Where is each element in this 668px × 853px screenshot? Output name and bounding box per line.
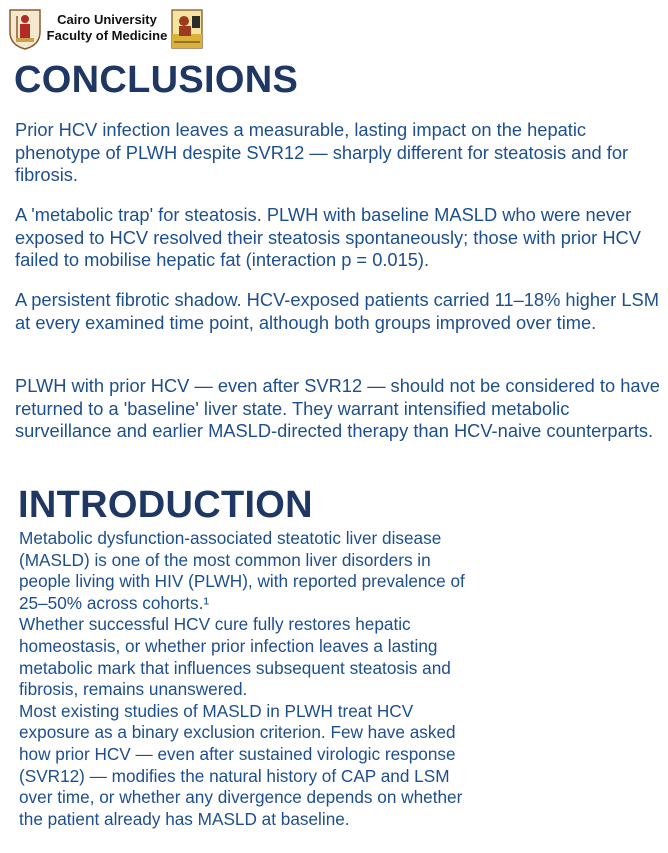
- text-line: homeostasis, or whether prior infection leaves a lasting: [19, 635, 438, 656]
- institution-line-1: Cairo University: [57, 12, 157, 27]
- text-line: how prior HCV — even after sustained virologic response: [19, 743, 456, 764]
- introduction-paragraph: [19, 528, 519, 614]
- text-line: Metabolic dysfunction-associated steatotic liver disease: [19, 528, 442, 548]
- text-line: fibrosis, remains unanswered.: [19, 679, 248, 700]
- introduction-body: [19, 528, 519, 830]
- introduction-paragraph: [19, 614, 519, 700]
- text-line: Whether successful HCV cure fully restores hepatic: [19, 614, 411, 635]
- text-line: 25–50% across cohorts.¹: [19, 592, 210, 613]
- text-line: metabolic mark that influences subsequent steatosis and: [19, 657, 451, 678]
- university-crest-icon: [8, 8, 42, 50]
- text-line: people living with HIV (PLWH), with reported prevalence of: [19, 571, 465, 592]
- conclusions-paragraph: A 'metabolic trap' for steatosis. PLWH with baseline MASLD who were never exposed to HCV resolved their steatosis spontaneously; those with prior HCV failed to mobilise hepatic fat (interaction p = 0.015).: [15, 204, 641, 270]
- text-line: over time, or whether any divergence depends on whether: [19, 787, 463, 808]
- page-header: [0, 0, 668, 56]
- introduction-heading: INTRODUCTION: [18, 484, 313, 526]
- text-line: exposure as a binary exclusion criterion. Few have asked: [19, 722, 456, 743]
- text-line: (SVR12) — modifies the natural history of CAP and LSM: [19, 765, 450, 786]
- conclusions-paragraph: A persistent fibrotic shadow. HCV-exposed patients carried 11–18% higher LSM at every examined time point, although both groups improved over time.: [15, 289, 659, 333]
- text-line: Most existing studies of MASLD in PLWH treat HCV: [19, 700, 414, 721]
- text-line: (MASLD) is one of the most common liver disorders in: [19, 549, 431, 570]
- text-line: the patient already has MASLD at baseline.: [19, 808, 350, 829]
- institution-line-2: Faculty of Medicine: [46, 28, 168, 43]
- introduction-paragraph: [19, 701, 519, 831]
- conclusions-paragraph: PLWH with prior HCV — even after SVR12 — should not be considered to have returned to a 'baseline' liver state. They warrant intensified metabolic surveillance and earlier MASLD-directed therapy than HCV-naive counterparts.: [15, 375, 660, 441]
- faculty-crest-icon: [170, 8, 204, 50]
- institution-name: [44, 12, 170, 44]
- conclusions-heading: CONCLUSIONS: [14, 59, 299, 101]
- conclusions-paragraph: Prior HCV infection leaves a measurable, lasting impact on the hepatic phenotype of PLWH despite SVR12 — sharply different for steatosis and for fibrosis.: [15, 119, 629, 185]
